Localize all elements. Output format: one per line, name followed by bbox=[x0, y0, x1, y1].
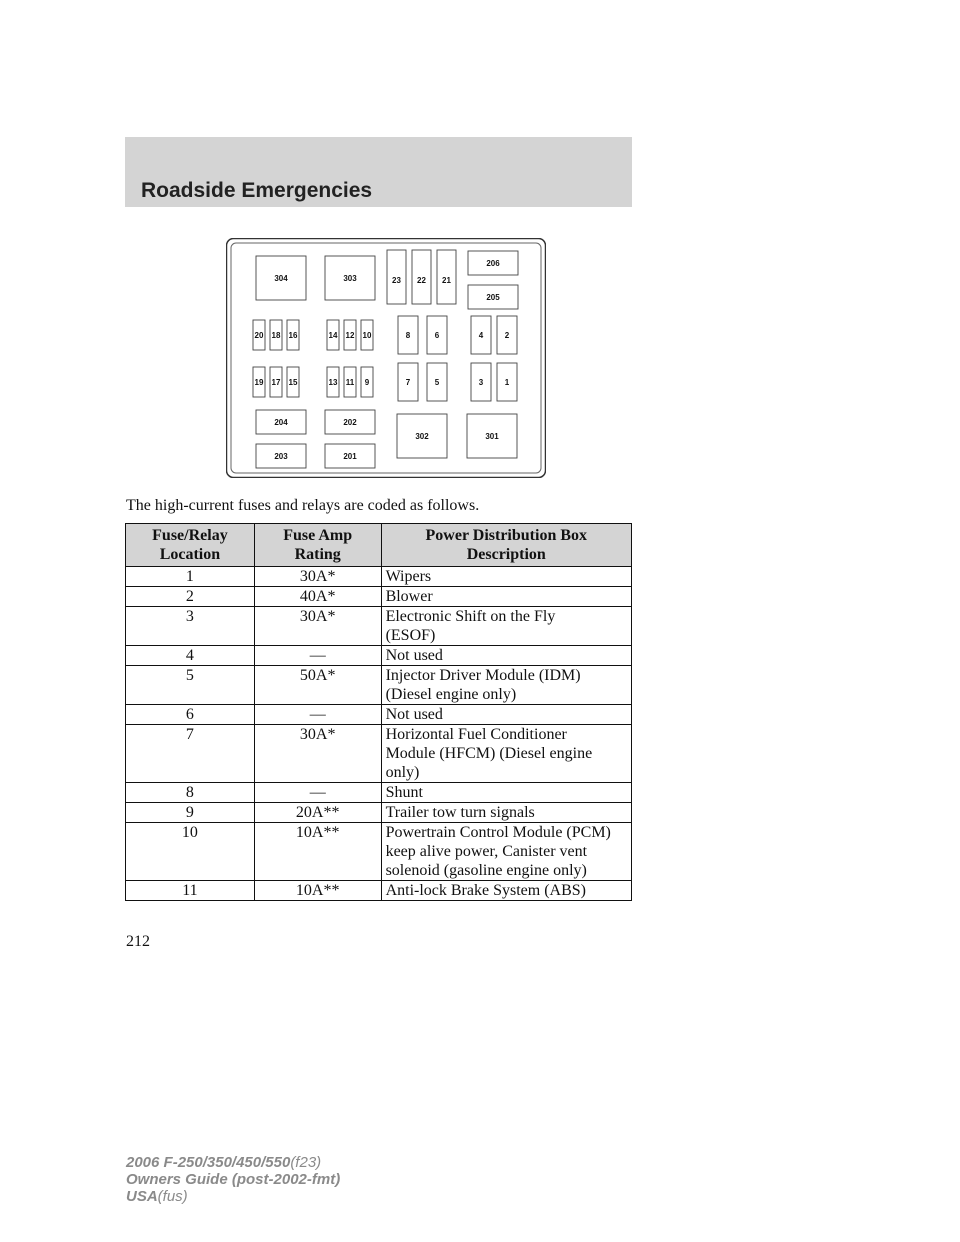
fuse-label-21: 21 bbox=[442, 276, 451, 285]
fuse-label-17: 17 bbox=[271, 378, 281, 387]
table-row bbox=[126, 587, 632, 607]
fuse-label-11: 11 bbox=[345, 378, 355, 387]
cell-rating: 30A* bbox=[254, 607, 381, 646]
fuse-label-302: 302 bbox=[415, 432, 429, 441]
table-row bbox=[126, 803, 632, 823]
fuse-label-204: 204 bbox=[274, 418, 288, 427]
fuse-label-4: 4 bbox=[478, 331, 484, 340]
fuse-label-3: 3 bbox=[478, 378, 484, 387]
fuse-label-9: 9 bbox=[364, 378, 370, 387]
cell-location: 2 bbox=[126, 587, 255, 607]
table-row bbox=[126, 567, 632, 587]
table-row bbox=[126, 705, 632, 725]
fuse-label-19: 19 bbox=[254, 378, 264, 387]
page-number: 212 bbox=[126, 933, 150, 950]
fuse-label-201: 201 bbox=[343, 452, 357, 461]
fuse-label-13: 13 bbox=[328, 378, 338, 387]
cell-location: 5 bbox=[126, 666, 255, 705]
fuse-label-5: 5 bbox=[434, 378, 440, 387]
table-row bbox=[126, 646, 632, 666]
cell-location: 7 bbox=[126, 725, 255, 783]
cell-description: Blower bbox=[381, 587, 631, 607]
cell-location: 9 bbox=[126, 803, 255, 823]
fuse-label-6: 6 bbox=[434, 331, 440, 340]
footer-line-2: Owners Guide (post-2002-fmt) bbox=[126, 1171, 341, 1188]
cell-location: 1 bbox=[126, 567, 255, 587]
fuse-label-16: 16 bbox=[288, 331, 298, 340]
fuse-label-7: 7 bbox=[405, 378, 411, 387]
table-row bbox=[126, 725, 632, 783]
fuse-label-8: 8 bbox=[405, 331, 411, 340]
section-header bbox=[125, 137, 632, 207]
fuse-label-303: 303 bbox=[343, 274, 357, 283]
cell-description: Shunt bbox=[381, 783, 631, 803]
fuse-label-18: 18 bbox=[271, 331, 281, 340]
fuse-label-2: 2 bbox=[504, 331, 510, 340]
cell-location: 3 bbox=[126, 607, 255, 646]
cell-description: Wipers bbox=[381, 567, 631, 587]
header-location: Fuse/Relay Location bbox=[126, 524, 255, 567]
cell-description: Injector Driver Module (IDM) (Diesel engine only) bbox=[381, 666, 631, 705]
cell-rating: 10A** bbox=[254, 881, 381, 901]
fuse-label-10: 10 bbox=[362, 331, 372, 340]
table-row bbox=[126, 666, 632, 705]
cell-rating: 50A* bbox=[254, 666, 381, 705]
fuse-box-svg bbox=[226, 238, 546, 478]
fuse-label-15: 15 bbox=[288, 378, 298, 387]
cell-description: Not used bbox=[381, 705, 631, 725]
document-footer bbox=[126, 1154, 340, 1205]
table-row bbox=[126, 823, 632, 881]
fuse-table bbox=[125, 523, 632, 901]
fuse-box-diagram bbox=[226, 238, 546, 478]
footer-line-1: 2006 F-250/350/450/550(f23) bbox=[126, 1154, 322, 1171]
cell-description: Horizontal Fuel Conditioner Module (HFCM) (Diesel engine only) bbox=[381, 725, 631, 783]
cell-location: 6 bbox=[126, 705, 255, 725]
fuse-label-23: 23 bbox=[392, 276, 401, 285]
cell-rating: — bbox=[254, 646, 381, 666]
fuse-label-301: 301 bbox=[485, 432, 499, 441]
cell-description: Electronic Shift on the Fly (ESOF) bbox=[381, 607, 631, 646]
cell-description: Not used bbox=[381, 646, 631, 666]
fuse-label-304: 304 bbox=[274, 274, 288, 283]
intro-text: The high-current fuses and relays are coded as follows. bbox=[126, 497, 480, 514]
cell-location: 4 bbox=[126, 646, 255, 666]
cell-location: 10 bbox=[126, 823, 255, 881]
section-title: Roadside Emergencies bbox=[141, 179, 373, 202]
fuse-label-14: 14 bbox=[328, 331, 338, 340]
header-rating: Fuse Amp Rating bbox=[254, 524, 381, 567]
cell-rating: 30A* bbox=[254, 567, 381, 587]
footer-line-3: USA(fus) bbox=[126, 1188, 188, 1205]
fuse-label-22: 22 bbox=[417, 276, 426, 285]
fuse-label-202: 202 bbox=[343, 418, 357, 427]
header-description: Power Distribution Box Description bbox=[381, 524, 631, 567]
table-row bbox=[126, 607, 632, 646]
cell-rating: 30A* bbox=[254, 725, 381, 783]
table-header-row bbox=[126, 524, 632, 567]
fuse-label-1: 1 bbox=[504, 378, 510, 387]
cell-description: Anti-lock Brake System (ABS) bbox=[381, 881, 631, 901]
table-row bbox=[126, 783, 632, 803]
cell-rating: — bbox=[254, 783, 381, 803]
cell-rating: 20A** bbox=[254, 803, 381, 823]
cell-location: 11 bbox=[126, 881, 255, 901]
table-row bbox=[126, 881, 632, 901]
cell-description: Trailer tow turn signals bbox=[381, 803, 631, 823]
cell-rating: 40A* bbox=[254, 587, 381, 607]
fuse-label-20: 20 bbox=[254, 331, 264, 340]
fuse-label-205: 205 bbox=[486, 293, 500, 302]
fuse-label-203: 203 bbox=[274, 452, 288, 461]
cell-location: 8 bbox=[126, 783, 255, 803]
cell-rating: — bbox=[254, 705, 381, 725]
fuse-label-12: 12 bbox=[345, 331, 355, 340]
fuse-label-206: 206 bbox=[486, 259, 500, 268]
cell-rating: 10A** bbox=[254, 823, 381, 881]
cell-description: Powertrain Control Module (PCM) keep alive power, Canister vent solenoid (gasoline engine only) bbox=[381, 823, 631, 881]
